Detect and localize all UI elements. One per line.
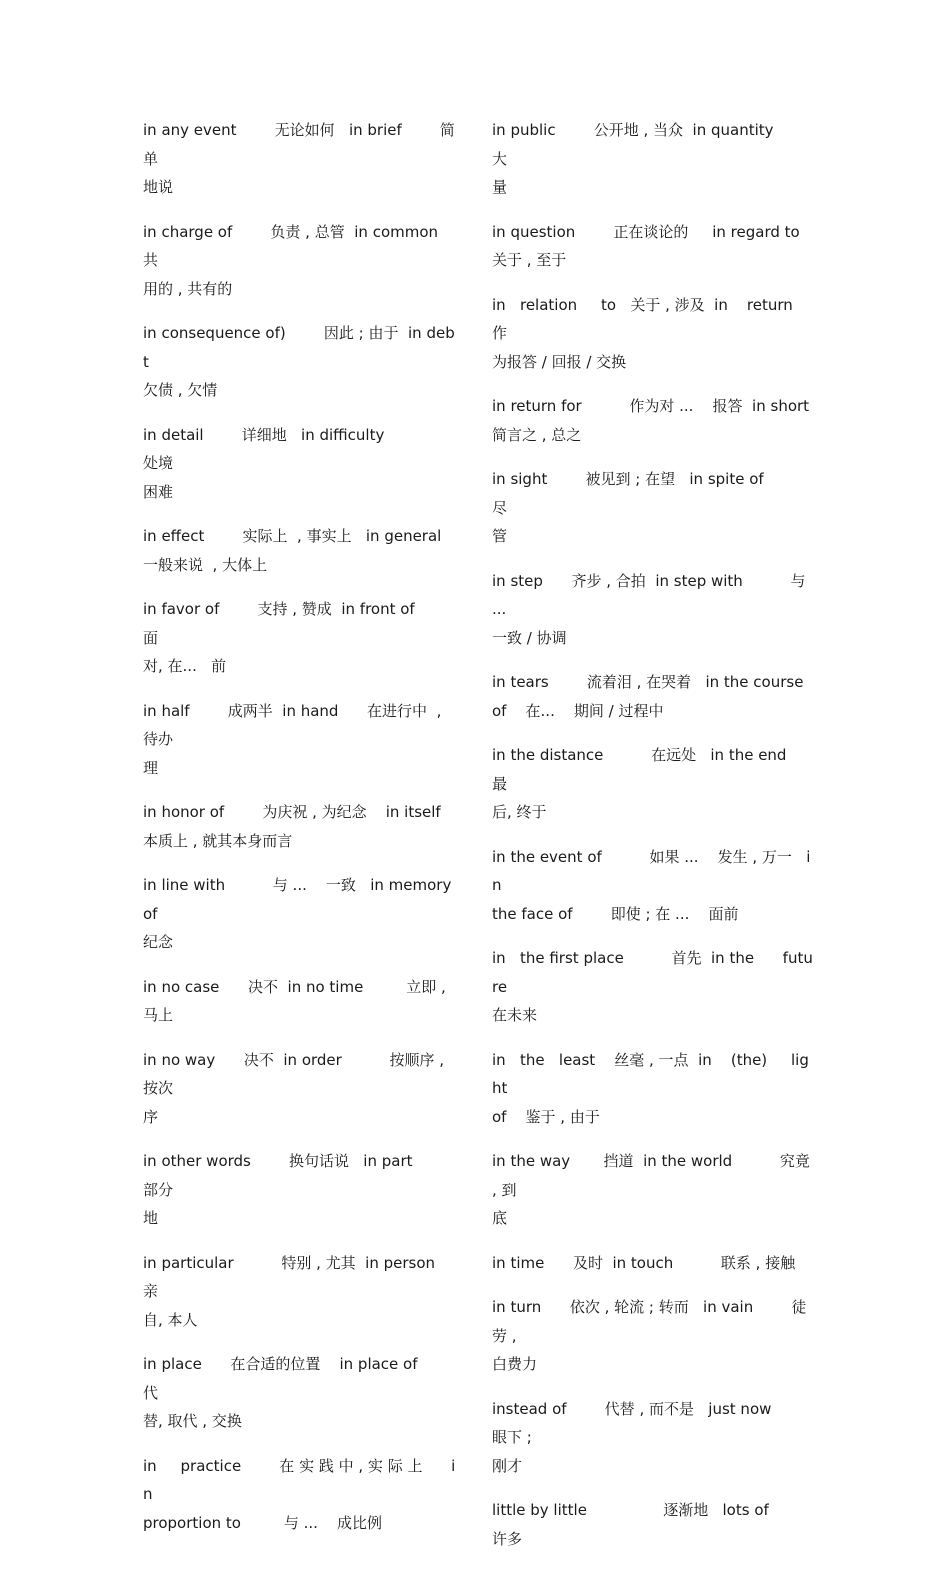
phrase-entry — [143, 798, 459, 855]
phrase-line: in public 公开地 , 当众 in quantity 大 — [492, 121, 822, 168]
phrase-entry — [492, 465, 821, 551]
phrase-line-continued: 一般来说 , 大体上 — [143, 555, 268, 574]
phrase-line: in relation to 关于 , 涉及 in return 作 — [492, 295, 817, 342]
phrase-line-continued: of 在... 期间 / 过程中 — [492, 701, 664, 720]
phrase-line-continued: 自, 本人 — [143, 1310, 198, 1329]
phrase-line-continued: 欠债 , 欠情 — [143, 381, 218, 399]
phrase-line: in the first place 首先 in the future — [492, 949, 813, 996]
phrase-entry — [492, 1147, 814, 1233]
phrase-entry — [492, 291, 817, 377]
phrase-line: in place 在合适的位置 in place of 代 — [143, 1355, 466, 1402]
phrase-line: in sight 被见到 ; 在望 in spite of 尽 — [492, 470, 821, 517]
phrase-line: in line with 与 ... 一致 in memory of — [143, 876, 457, 923]
phrase-line-continued: 用的 , 共有的 — [143, 279, 233, 298]
phrase-line: in question 正在谈论的 in regard to — [492, 222, 800, 241]
right-column — [492, 116, 830, 1569]
phrase-entry — [143, 218, 459, 304]
phrase-entry — [492, 1496, 814, 1553]
phrase-entry — [143, 319, 459, 405]
phrase-line-continued: 后, 终于 — [492, 803, 547, 821]
phrase-line: in the distance 在远处 in the end 最 — [492, 746, 830, 793]
phrase-line: in turn 依次 , 轮流 ; 转而 in vain 徒劳 , — [492, 1298, 807, 1345]
phrase-line-continued: 在未来 — [492, 1006, 538, 1024]
phrase-entry — [143, 1350, 466, 1436]
phrase-line-continued: 量 — [492, 178, 508, 196]
phrase-entry — [492, 1293, 814, 1379]
phrase-line: in consequence of) 因此 ; 由于 in debt — [143, 324, 455, 371]
phrase-line: in no way 决不 in order 按顺序 , 按次 — [143, 1050, 449, 1097]
phrase-line: in no case 决不 in no time 立即 , 马上 — [143, 977, 451, 1024]
phrase-entry — [492, 1046, 814, 1132]
phrase-line: in other words 换句话说 in part 部分 — [143, 1152, 461, 1199]
phrase-line-continued: 为报答 / 回报 / 交换 — [492, 352, 627, 371]
phrase-entry — [143, 421, 459, 507]
phrase-line: in honor of 为庆祝 , 为纪念 in itself — [143, 803, 441, 821]
phrase-entry — [143, 697, 459, 783]
phrase-line-continued: 理 — [143, 758, 159, 777]
phrase-entry — [492, 567, 814, 653]
phrase-line-continued: 管 — [492, 527, 508, 545]
phrase-line: in step 齐步 , 合拍 in step with 与 ... — [492, 571, 811, 618]
phrase-entry — [492, 741, 830, 827]
phrase-entry — [143, 595, 463, 681]
left-column — [143, 116, 474, 1553]
phrase-line-continued: 序 — [143, 1107, 159, 1126]
phrase-line: little by little 逐渐地 lots of 许多 — [492, 1501, 812, 1548]
phrase-line: in any event 无论如何 in brief 简单 — [143, 121, 455, 168]
phrase-line: in favor of 支持 , 赞成 in front of 面 — [143, 600, 463, 647]
phrase-entry — [492, 1249, 814, 1278]
phrase-line: in charge of 负责 , 总管 in common 共 — [143, 222, 458, 269]
phrase-line: in the event of 如果 ... 发生 , 万一 in — [492, 847, 811, 894]
phrase-line-continued: the face of 即使 ; 在 ... 面前 — [492, 904, 739, 923]
phrase-line-continued: 纪念 — [143, 933, 174, 951]
phrase-line-continued: 简言之 , 总之 — [492, 425, 582, 444]
phrase-line: in return for 作为对 ... 报答 in short — [492, 397, 810, 415]
phrase-line-continued: 地说 — [143, 178, 174, 196]
phrase-entry — [492, 944, 814, 1030]
phrase-entry — [143, 522, 459, 579]
phrase-line-continued: 替, 取代 , 交换 — [143, 1412, 242, 1430]
phrase-entry — [143, 973, 459, 1030]
phrase-line: in particular 特别 , 尤其 in person 亲 — [143, 1253, 474, 1300]
phrase-entry — [492, 116, 822, 202]
phrase-entry — [492, 668, 814, 725]
phrase-line-continued: 底 — [492, 1209, 508, 1227]
phrase-entry — [492, 218, 814, 275]
phrase-line-continued: proportion to 与 ... 成比例 — [143, 1513, 383, 1532]
phrase-entry — [143, 116, 459, 202]
phrase-line: in the least 丝毫 , 一点 in (the) light — [492, 1050, 809, 1097]
phrase-entry — [492, 392, 814, 449]
phrase-line: in half 成两半 in hand 在进行中 , 待办 — [143, 701, 447, 748]
phrase-line: in effect 实际上 , 事实上 in general — [143, 527, 442, 545]
phrase-line-continued: 困难 — [143, 482, 174, 501]
phrase-entry — [143, 1046, 459, 1132]
phrase-line-continued: 白费力 — [492, 1355, 538, 1373]
phrase-line-continued: of 鉴于 , 由于 — [492, 1107, 600, 1126]
phrase-line-continued: 关于 , 至于 — [492, 251, 567, 269]
phrase-line-continued: 刚才 — [492, 1456, 523, 1475]
phrase-line-continued: 本质上 , 就其本身而言 — [143, 831, 293, 850]
phrase-line: in time 及时 in touch 联系 , 接触 — [492, 1253, 796, 1272]
phrase-entry — [492, 843, 814, 929]
phrase-entry — [143, 1147, 459, 1233]
phrase-entry — [143, 1452, 459, 1538]
phrase-line-continued: 一致 / 协调 — [492, 628, 567, 647]
phrase-entry — [143, 871, 459, 957]
phrase-entry — [492, 1395, 814, 1481]
phrase-line: in the way 挡道 in the world 究竟 , 到 — [492, 1152, 815, 1199]
phrase-line: instead of 代替 , 而不是 just now 眼下 ; — [492, 1399, 810, 1446]
phrase-line: in detail 详细地 in difficulty 处境 — [143, 425, 452, 472]
phrase-line-continued: 地 — [143, 1209, 159, 1227]
phrase-line: in tears 流着泪 , 在哭着 in the course — [492, 673, 804, 691]
phrase-entry — [143, 1249, 474, 1335]
phrase-line: in practice 在 实 践 中 , 实 际 上 in — [143, 1456, 456, 1503]
phrase-line-continued: 对, 在... 前 — [143, 657, 227, 675]
